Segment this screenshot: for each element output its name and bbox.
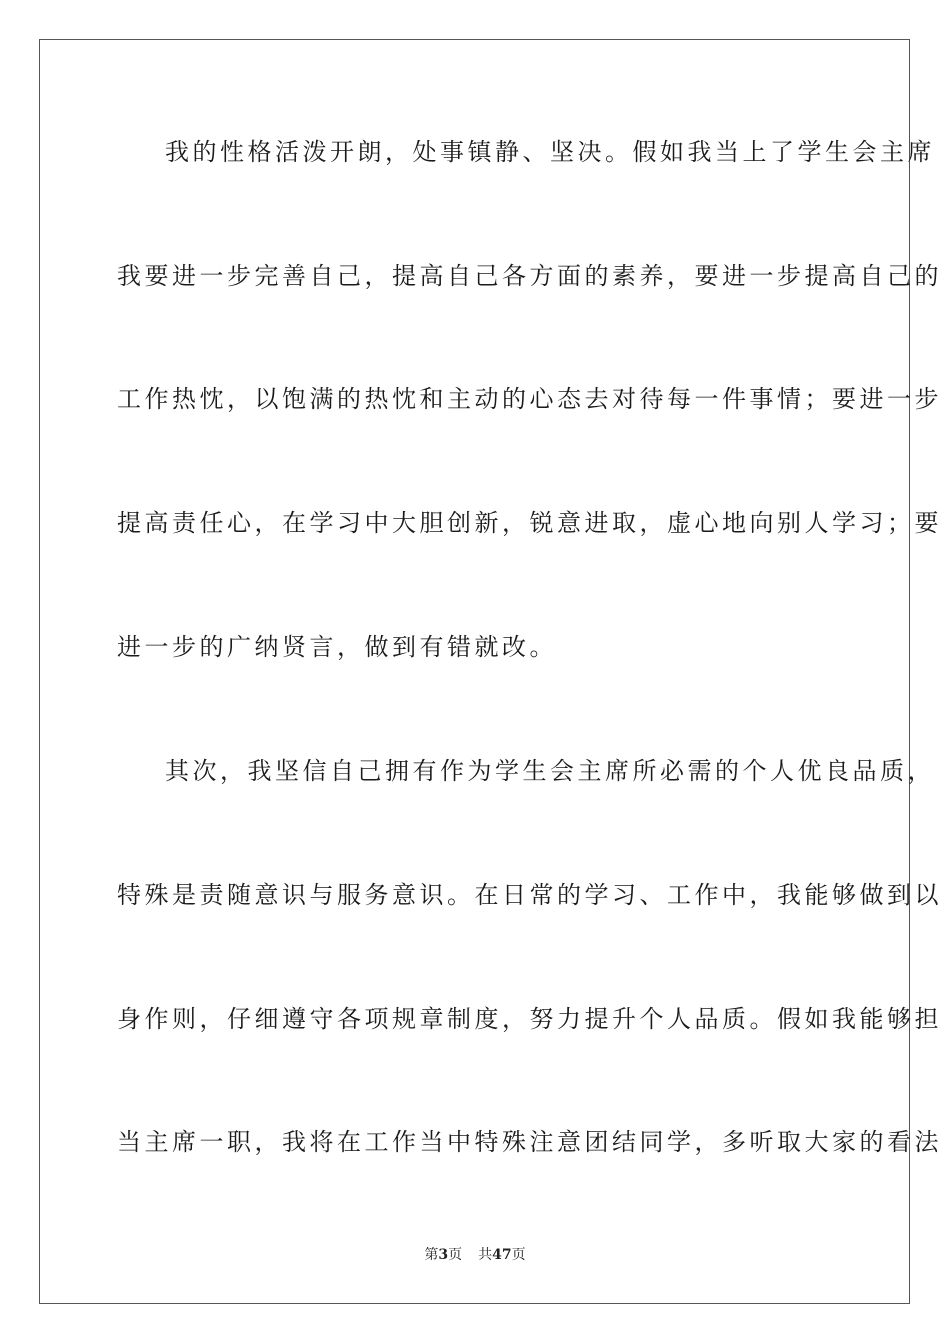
- page-number-prefix: 第: [424, 1247, 439, 1263]
- total-pages: 47: [492, 1247, 512, 1263]
- body-text-line: 提高责任心，在学习中大胆创新，锐意进取，虚心地向别人学习；要: [117, 509, 942, 537]
- body-text-line: 特殊是责随意识与服务意识。在日常的学习、工作中，我能够做到以: [117, 881, 942, 909]
- body-text-line: 其次，我坚信自己拥有作为学生会主席所必需的个人优良品质，: [165, 757, 935, 785]
- page-number-suffix: 页: [448, 1247, 463, 1263]
- page-number: 3: [438, 1247, 449, 1263]
- body-text-line: 身作则，仔细遵守各项规章制度，努力提升个人品质。假如我能够担: [117, 1005, 942, 1033]
- body-text-line: 我的性格活泼开朗，处事镇静、坚决。假如我当上了学生会主席: [165, 138, 935, 166]
- page-footer: [0, 1246, 950, 1264]
- total-pages-suffix: 页: [511, 1247, 526, 1263]
- page-border: [39, 39, 910, 1304]
- body-text-line: 当主席一职，我将在工作当中特殊注意团结同学，多听取大家的看法: [117, 1128, 942, 1156]
- body-text-line: 进一步的广纳贤言，做到有错就改。: [117, 633, 557, 661]
- total-pages-prefix: 共: [478, 1247, 493, 1263]
- body-text-line: 我要进一步完善自己，提高自己各方面的素养，要进一步提高自己的: [117, 262, 942, 290]
- body-text-line: 工作热忱，以饱满的热忱和主动的心态去对待每一件事情；要进一步: [117, 385, 942, 413]
